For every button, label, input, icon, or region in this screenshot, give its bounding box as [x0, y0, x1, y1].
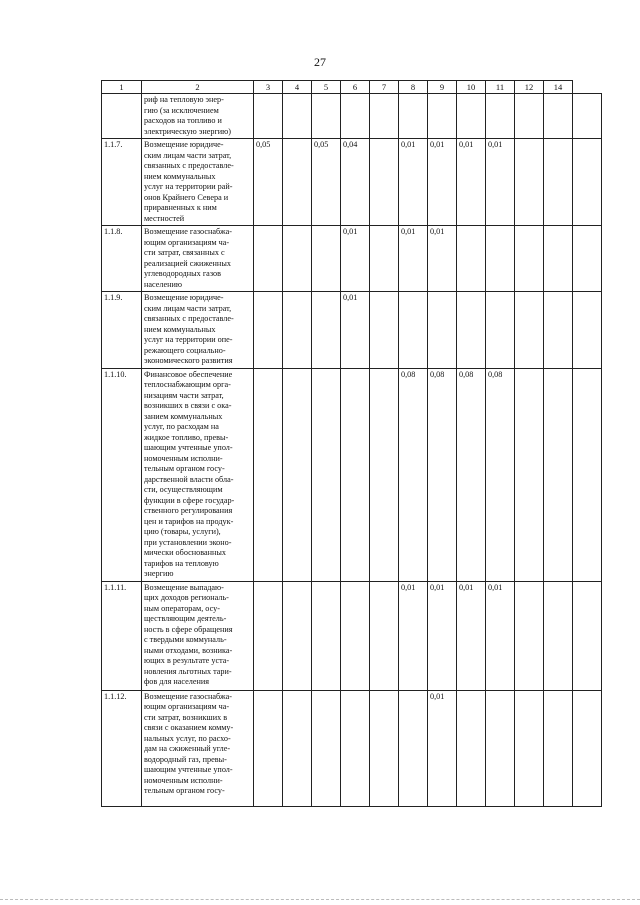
value-cell	[370, 226, 399, 292]
value-cell	[486, 690, 515, 806]
value-cell	[544, 368, 573, 581]
value-cell	[573, 226, 602, 292]
value-cell: 0,01	[428, 690, 457, 806]
value-cell	[283, 690, 312, 806]
row-code	[102, 94, 142, 139]
row-code: 1.1.9.	[102, 292, 142, 369]
value-cell	[399, 292, 428, 369]
row-code: 1.1.12.	[102, 690, 142, 806]
page-bottom-border	[0, 899, 640, 900]
value-cell	[370, 292, 399, 369]
value-cell	[515, 94, 544, 139]
value-cell	[486, 226, 515, 292]
row-description: Возмещение юридиче- ским лицам части затрат, связанных с предоставле- нием коммунальных услуг на территории рай- онов Крайнего Севера и приравненных к ним местностей	[142, 139, 254, 226]
table-row	[102, 226, 602, 292]
value-cell	[283, 368, 312, 581]
table-header-row	[102, 81, 602, 94]
value-cell	[457, 690, 486, 806]
value-cell	[312, 94, 341, 139]
value-cell: 0,01	[457, 139, 486, 226]
value-cell: 0,01	[399, 581, 428, 690]
value-cell	[515, 690, 544, 806]
value-cell	[254, 292, 283, 369]
value-cell	[544, 139, 573, 226]
value-cell	[254, 94, 283, 139]
value-cell	[370, 581, 399, 690]
value-cell	[312, 581, 341, 690]
value-cell	[573, 581, 602, 690]
value-cell	[254, 368, 283, 581]
value-cell	[428, 94, 457, 139]
value-cell	[341, 94, 370, 139]
value-cell	[370, 690, 399, 806]
value-cell	[341, 690, 370, 806]
value-cell	[457, 226, 486, 292]
value-cell: 0,08	[399, 368, 428, 581]
value-cell	[544, 690, 573, 806]
value-cell	[312, 690, 341, 806]
value-cell: 0,01	[428, 581, 457, 690]
value-cell: 0,05	[312, 139, 341, 226]
row-description: Возмещение газоснабжа- ющим организациям ча- сти затрат, возникших в связи с оказанием комму- нальных услуг, по расхо- дам на сжиженный угле- водородный газ, превы- шающим учтенные упол- номоченным исполни- тельным органом госу-	[142, 690, 254, 806]
table-row	[102, 581, 602, 690]
column-header: 11	[486, 81, 515, 94]
value-cell: 0,01	[399, 226, 428, 292]
value-cell	[312, 226, 341, 292]
value-cell: 0,01	[399, 139, 428, 226]
value-cell	[312, 292, 341, 369]
value-cell: 0,04	[341, 139, 370, 226]
value-cell	[486, 94, 515, 139]
value-cell	[457, 292, 486, 369]
value-cell	[283, 581, 312, 690]
value-cell: 0,01	[341, 226, 370, 292]
value-cell	[399, 94, 428, 139]
value-cell	[341, 368, 370, 581]
value-cell: 0,08	[457, 368, 486, 581]
column-header: 14	[544, 81, 573, 94]
column-header: 8	[399, 81, 428, 94]
value-cell: 0,08	[428, 368, 457, 581]
value-cell	[573, 94, 602, 139]
column-header: 1	[102, 81, 142, 94]
value-cell	[573, 368, 602, 581]
table-row	[102, 292, 602, 369]
row-code: 1.1.10.	[102, 368, 142, 581]
value-cell	[283, 139, 312, 226]
value-cell: 0,01	[428, 226, 457, 292]
value-cell	[283, 94, 312, 139]
row-description: Финансовое обеспечение теплоснабжающим орга- низациям части затрат, возникших в связи с ока- занием коммунальных услуг, по расходам на жидкое топливо, превы- шающим учтенные упол- номоченным исполни- тельным органом госу- дарственной власти обла- сти, осуществляющим функции в сфере государ- ственного регулирования цен и тарифов на продук- цию (товары, услуги), при установлении эконо- мически обоснованных тарифов на тепловую энергию	[142, 368, 254, 581]
column-header: 4	[283, 81, 312, 94]
value-cell	[370, 94, 399, 139]
value-cell	[573, 292, 602, 369]
value-cell	[341, 581, 370, 690]
value-cell	[544, 292, 573, 369]
value-cell: 0,01	[341, 292, 370, 369]
value-cell	[370, 368, 399, 581]
value-cell	[515, 368, 544, 581]
budget-table	[101, 80, 602, 807]
value-cell	[457, 94, 486, 139]
column-header: 12	[515, 81, 544, 94]
value-cell: 0,08	[486, 368, 515, 581]
value-cell	[312, 368, 341, 581]
value-cell	[254, 226, 283, 292]
value-cell: 0,01	[428, 139, 457, 226]
value-cell	[428, 292, 457, 369]
value-cell: 0,01	[457, 581, 486, 690]
value-cell	[399, 690, 428, 806]
value-cell	[283, 292, 312, 369]
value-cell	[573, 690, 602, 806]
row-description: риф на тепловую энер- гию (за исключением расходов на топливо и электрическую энергию)	[142, 94, 254, 139]
page-number: 27	[314, 55, 326, 69]
value-cell	[544, 94, 573, 139]
value-cell	[254, 581, 283, 690]
row-description: Возмещение юридиче- ским лицам части затрат, связанных с предоставле- нием коммунальных услуг на территории опе- режающего социально- экономического развития	[142, 292, 254, 369]
table-row	[102, 690, 602, 806]
value-cell	[515, 139, 544, 226]
row-description: Возмещение выпадаю- щих доходов региональ- ным операторам, осу- ществляющим деятель- ность в сфере обращения с твердыми коммуналь- ными отходами, возника- ющих в результате уста- новления льготных тари- фов для населения	[142, 581, 254, 690]
value-cell	[283, 226, 312, 292]
column-header: 5	[312, 81, 341, 94]
column-header: 7	[370, 81, 399, 94]
row-code: 1.1.8.	[102, 226, 142, 292]
row-description: Возмещение газоснабжа- ющим организациям ча- сти затрат, связанных с реализацией сжиженных углеводородных газов населению	[142, 226, 254, 292]
value-cell	[544, 581, 573, 690]
row-code: 1.1.11.	[102, 581, 142, 690]
table-body	[102, 94, 602, 807]
value-cell	[573, 139, 602, 226]
column-header: 10	[457, 81, 486, 94]
value-cell	[544, 226, 573, 292]
row-code: 1.1.7.	[102, 139, 142, 226]
column-header: 6	[341, 81, 370, 94]
value-cell	[515, 292, 544, 369]
value-cell	[254, 690, 283, 806]
column-header: 9	[428, 81, 457, 94]
table-row	[102, 368, 602, 581]
value-cell: 0,05	[254, 139, 283, 226]
value-cell: 0,01	[486, 139, 515, 226]
value-cell	[486, 292, 515, 369]
value-cell	[515, 581, 544, 690]
column-header: 3	[254, 81, 283, 94]
column-header: 2	[142, 81, 254, 94]
value-cell: 0,01	[486, 581, 515, 690]
value-cell	[370, 139, 399, 226]
value-cell	[515, 226, 544, 292]
table-row	[102, 94, 602, 139]
table-row	[102, 139, 602, 226]
